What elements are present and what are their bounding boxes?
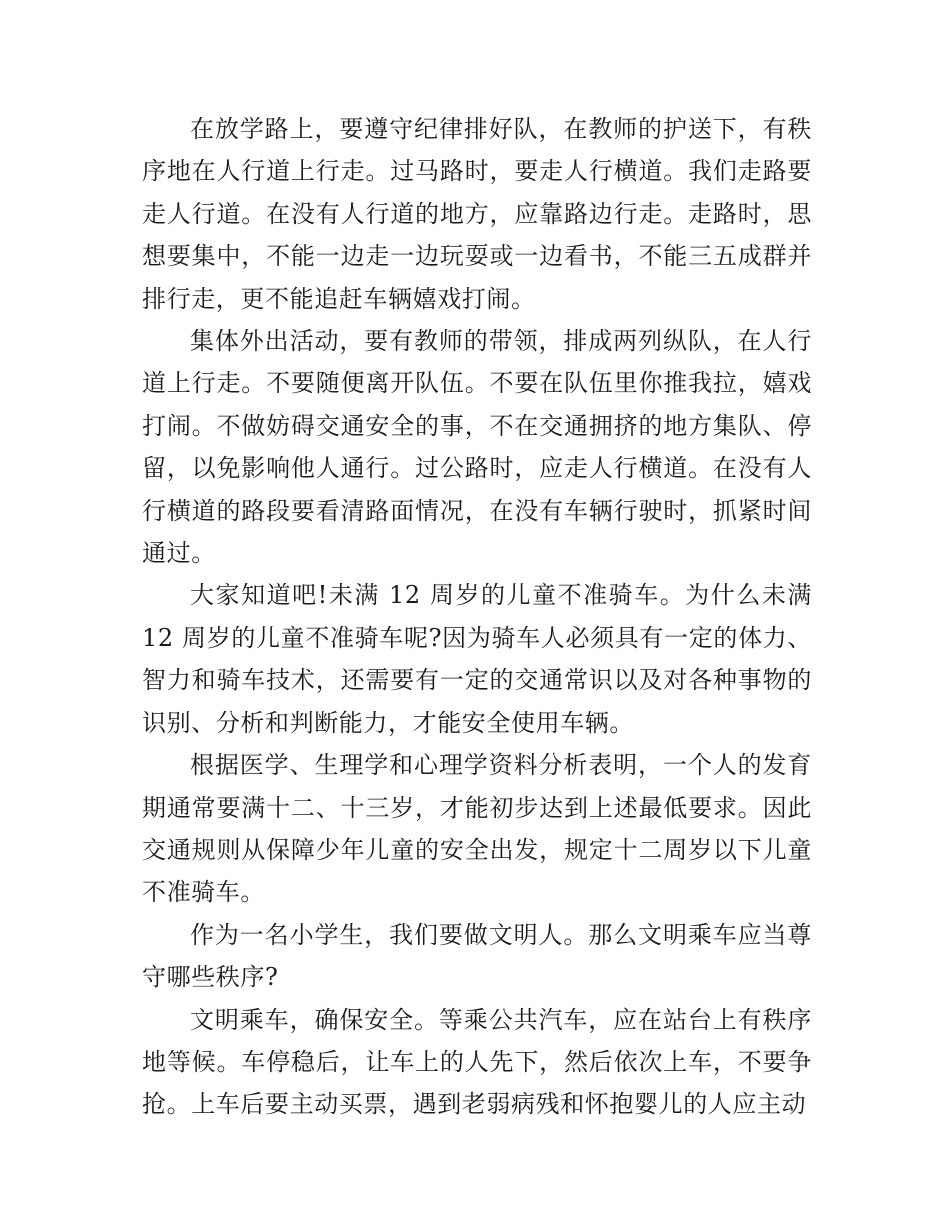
paragraph-group-outing: 集体外出活动，要有教师的带领，排成两列纵队，在人行道上行走。不要随便离开队伍。不要在队伍里你推我拉，嬉戏打闹。不做妨碍交通安全的事，不在交通拥挤的地方集队、停留，以免影响他人通行。过公路时，应走人行横道。在没有人行横道的路段要看清路面情况，在没有车辆行驶时，抓紧时间通过。 (142, 327, 812, 568)
paragraph-cycling-age: 大家知道吧!未满 12 周岁的儿童不准骑车。为什么未满 12 周岁的儿童不准骑车呢?因为骑车人必须具有一定的体力、智力和骑车技术，还需要有一定的交通常识以及对各种事物的识别、分析和判断能力，才能安全使用车辆。 (142, 581, 812, 737)
paragraph-development: 根据医学、生理学和心理学资料分析表明，一个人的发育期通常要满十二、十三岁，才能初步达到上述最低要求。因此交通规则从保障少年儿童的安全出发，规定十二周岁以下儿童不准骑车。 (142, 751, 812, 907)
paragraph-walking-home: 在放学路上，要遵守纪律排好队，在教师的护送下，有秩序地在人行道上行走。过马路时，要走人行横道。我们走路要走人行道。在没有人行道的地方，应靠路边行走。走路时，思想要集中，不能一边走一边玩耍或一边看书，不能三五成群并排行走，更不能追赶车辆嬉戏打闹。 (142, 115, 812, 313)
paragraph-bus-riding: 文明乘车，确保安全。等乘公共汽车，应在站台上有秩序地等候。车停稳后，让车上的人先下，然后依次上车，不要争抢。上车后要主动买票，遇到老弱病残和怀抱婴儿的人应主动 (142, 1005, 812, 1119)
document-body (142, 108, 812, 1126)
paragraph-civilized-question: 作为一名小学生，我们要做文明人。那么文明乘车应当尊守哪些秩序? (142, 920, 812, 992)
